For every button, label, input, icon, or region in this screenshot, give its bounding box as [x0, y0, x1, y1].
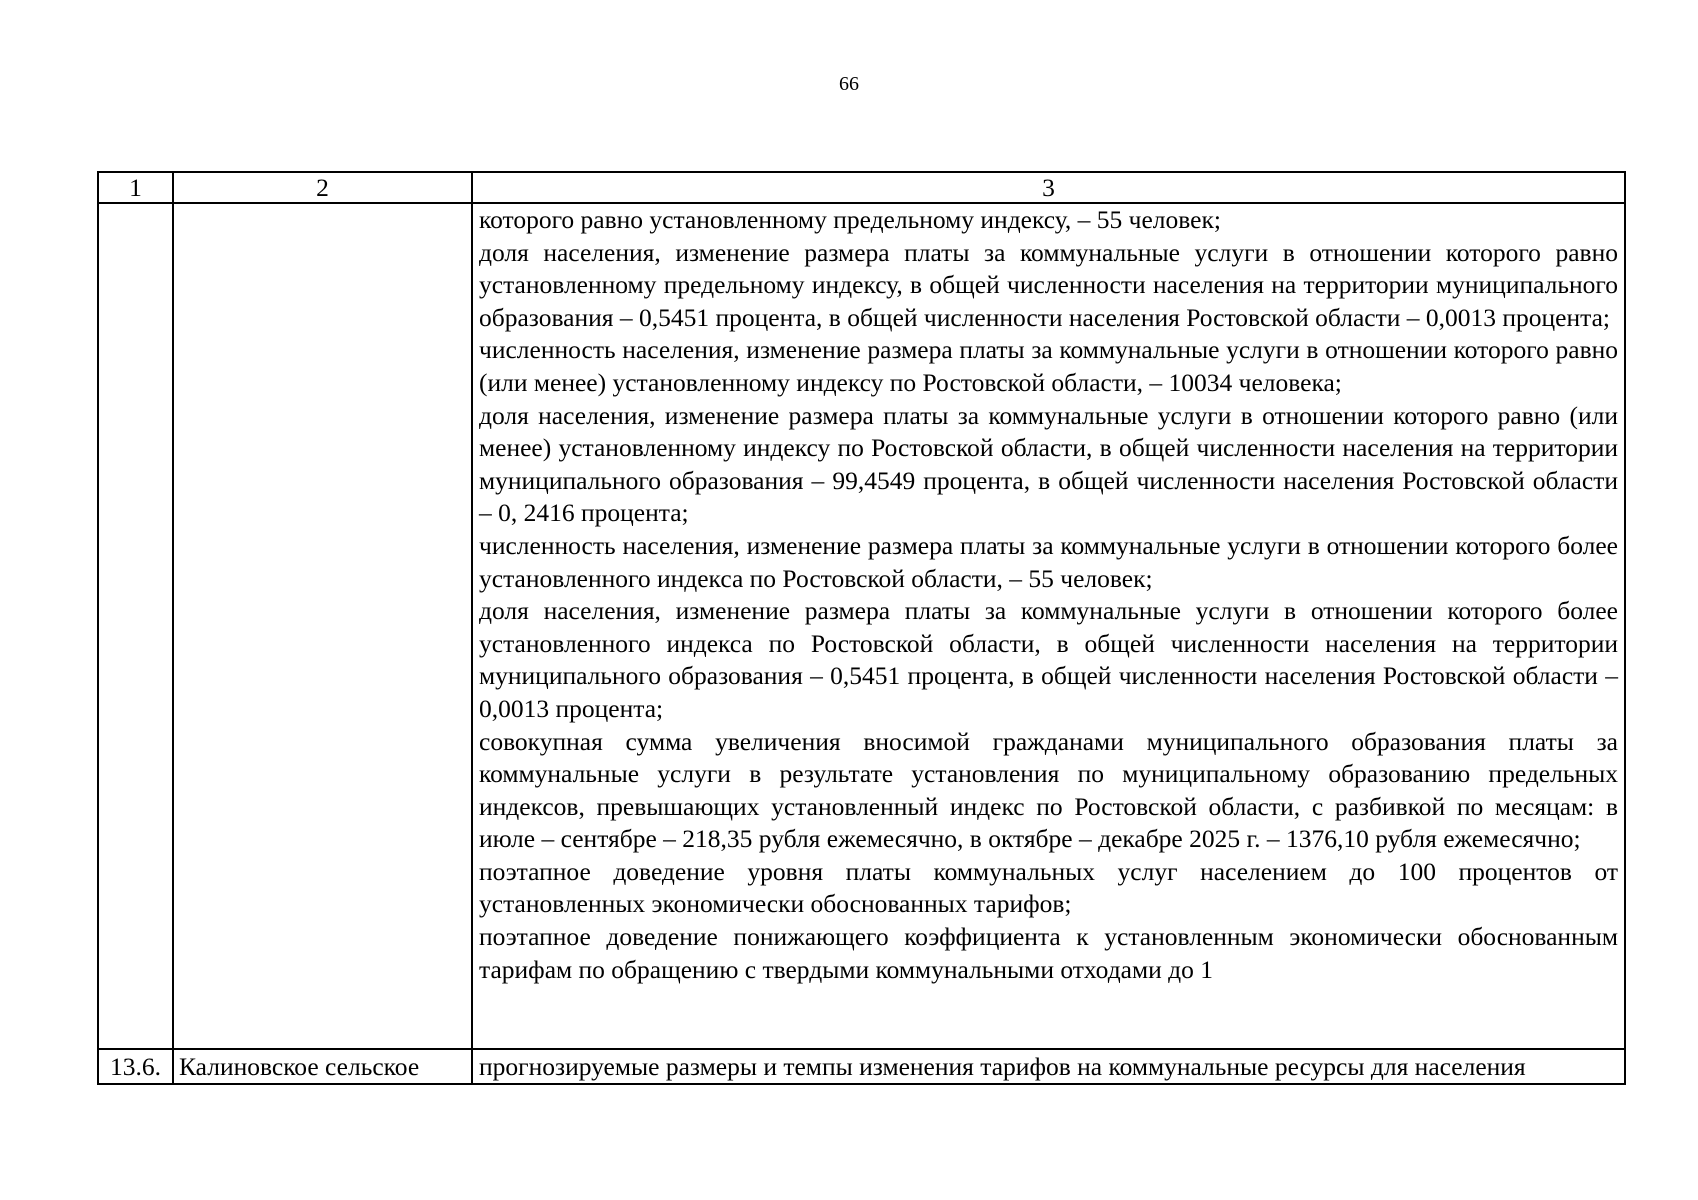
paragraph: численность населения, изменение размера платы за коммунальные услуги в отношении которого более установленного индекса по Ростовской области, – 55 человек; [479, 530, 1618, 593]
paragraph: которого равно установленному предельному индексу, – 55 человек; [479, 205, 1221, 234]
header-col-2: 2 [173, 172, 472, 203]
paragraph: поэтапное доведение уровня платы коммунальных услуг населением до 100 процентов от установленных экономически обоснованных тарифов; [479, 856, 1618, 919]
table-row [98, 1049, 1625, 1084]
document-table [97, 171, 1626, 1085]
row-subject-cell: Калиновское сельское [173, 1049, 472, 1084]
paragraph: численность населения, изменение размера платы за коммунальные услуги в отношении которого равно (или менее) установленному индексу по Ростовской области, – 10034 человека; [479, 335, 1618, 397]
paragraph: поэтапное доведение понижающего коэффициента к установленным экономически обоснованным тарифам по обращению с твердыми коммунальными отходами до 1 [479, 922, 1618, 984]
table-header-row [98, 172, 1625, 203]
row-text-cell [472, 203, 1625, 1049]
paragraph: доля населения, изменение размера платы за коммунальные услуги в отношении которого равно (или менее) установленному индексу по Ростовской области, в общей численности населения на территории муниципального образования – 99,4549 процента, в общей численности населения Ростовской области – 0, 2416 процента; [479, 400, 1618, 528]
paragraph: совокупная сумма увеличения вносимой гражданами муниципального образования платы за коммунальные услуги в результате установления по муниципальному образованию предельных индексов, превышающих установленный индекс по Ростовской области, с разбивкой по месяцам: в июле – сентябре – 218,35 рубля ежемесячно, в октябре – декабре 2025 г. – 1376,10 рубля ежемесячно; [479, 726, 1618, 854]
paragraph: доля населения, изменение размера платы за коммунальные услуги в отношении которого более установленного индекса по Ростовской области, в общей численности населения на территории муниципального образования – 0,5451 процента, в общей численности населения Ростовской области – 0,0013 процента; [479, 596, 1618, 723]
header-col-1: 1 [98, 172, 173, 203]
row-number-cell [98, 203, 173, 1049]
page-number: 66 [839, 73, 859, 95]
row-text-cell: прогнозируемые размеры и темпы изменения тарифов на коммунальные ресурсы для населения [472, 1049, 1625, 1084]
paragraph: доля населения, изменение размера платы за коммунальные услуги в отношении которого равно установленному предельному индексу, в общей численности населения на территории муниципального образования – 0,5451 процента, в общей численности населения Ростовской области – 0,0013 процента; [479, 237, 1618, 332]
row-number-cell: 13.6. [98, 1049, 173, 1084]
row-subject-cell [173, 203, 472, 1049]
table-row [98, 203, 1625, 1049]
header-col-3: 3 [472, 172, 1625, 203]
